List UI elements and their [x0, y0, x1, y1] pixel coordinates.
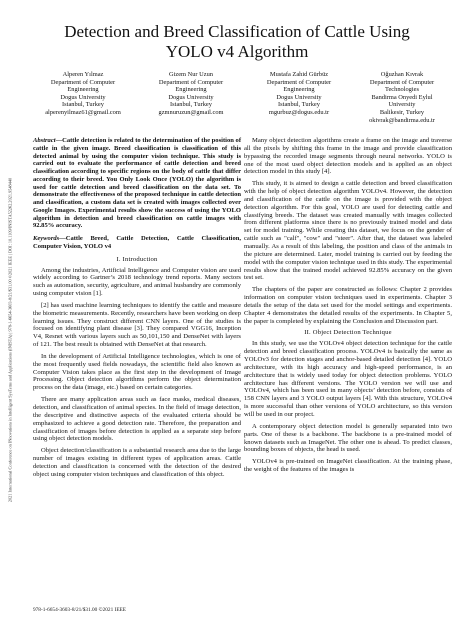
paragraph: Among the industries, Artificial Intelligence and Computer vision are used widely according to Gartner’s 2018 technology trend reports. Many sectors such as automation, security, agriculture, and animal husbandry are commonly using computer vision [1]. [33, 266, 241, 298]
author-dept2: Engineering [283, 86, 315, 94]
paragraph: [2] has used machine learning techniques to identify the cattle and measure the biometric measurements. Recently, researchers have been working on deep learning issues. They construct different CNN layers. One of the studies is focused on identifying plant disease [3]. They compared VGG16, Inception V4, Resnet with various layers such as 50,101,150 and DenseNet with layers of 121. The best result is obtained with DenseNet at that research. [33, 301, 241, 349]
author-email[interactable]: okivrak@bandirma.edu.tr [369, 116, 435, 124]
paragraph: The chapters of the paper are constructed as follows: Chapter 2 provides information on computer vision techniques used in experiments. Chapter 3 details the setup of the data set used for the model settings and experiments. Chapter 4 demonstrates the detailed results of the experiments. In Chapter 5, the paper is completed by explaining the Conclusion and Discussion part. [244, 286, 452, 325]
author-dept2: Engineering [175, 86, 207, 94]
side-citation-text: 2021 International Conference on INnovations in Intelligent SysTems and Applications (INISTA) | 978-1-6654-3603-8/21/$31.00 ©2021 IEEE | DOI: 10.1109/INISTA52262.2021.9548440 [7, 177, 12, 503]
author-inst: Dogus University [276, 93, 322, 101]
page-footer: 978-1-6654-3603-8/21/$31.00 ©2021 IEEE [33, 607, 127, 613]
paragraph: Object detection/classification is a substantial research area due to the large number of images existing in different types of application areas. Cattle detection and classification is concerned with the detection of the desired object using computer vision techniques and classification of this object. [33, 447, 241, 478]
paper-title-line2: YOLO v4 Algorithm [165, 42, 309, 61]
author-inst: Dogus University [168, 93, 214, 101]
keywords [33, 235, 241, 251]
author-name: Oğuzhan Kıvrak [380, 71, 424, 78]
author-city: Istanbul, Turkey [170, 101, 212, 109]
author-block-1 [33, 71, 133, 117]
abstract-label: Abstract [33, 137, 56, 144]
author-inst2: University [388, 101, 416, 109]
author-inst: Dogus University [60, 93, 106, 101]
section-heading-introduction: I. Introduction [116, 255, 158, 263]
section-heading-object-detection: II. Object Detection Technique [304, 329, 392, 337]
author-dept: Department of Computer [369, 78, 435, 86]
author-email[interactable]: gzmnuruzun@gmail.com [158, 108, 224, 116]
author-city: Istanbul, Turkey [62, 101, 104, 109]
paragraph: Many object detection algorithms create a frame on the image and traverse all the pixels by shifting this frame in the image and provide classification bypassing the recorded image segments through neural networks. YOLO is one of the most used object detection models and is applied as an object detection model in this study [4]. [244, 137, 452, 176]
abstract [33, 137, 241, 230]
author-dept: Department of Computer [158, 78, 224, 86]
author-name: Gizem Nur Uzun [168, 71, 213, 78]
paragraph: A contemporary object detection model is generally separated into two parts. One of these is a backbone. The backbone is a pre-trained model of known datasets such as ImageNet. The other one is ahead. To predict classes, bounding boxes of objects, the head is used. [244, 422, 452, 454]
author-city: Balikesir, Turkey [379, 108, 425, 116]
author-block-4 [352, 71, 452, 124]
author-block-2 [141, 71, 241, 117]
paragraph: This study, it is aimed to design a cattle detection and breed classification with the help of object detection algorithm YOLOv4. However, the detection and classification of the cattle on the image is provided with the object detection algorithm. For this goal, YOLO are used for detecting cattle and classifying breeds. The dataset was created manually with images collected from different platforms since there is no previously trained model and data set for model training. While creating this dataset, we focus on the gender of cattle such as "calf", "cow" and "steer". After that, the dataset was labeled manually. As a result of this labeling, the position and class of the animals in the picture are determined. Later, model training is carried out by feeding the model with the computer vision technique used in this study. The experimental results show that the trained model achieved 92.85% accuracy on the given test set. [244, 180, 452, 282]
keywords-text: —Cattle Breed, Cattle Detection, Cattle Classification, Computer Vision, YOLO v4 [33, 235, 241, 250]
author-dept: Department of Computer [266, 78, 332, 86]
paragraph: In this study, we use the YOLOv4 object detection technique for the cattle detection and breed classification process. YOLOv4 is basically the same as YOLOv3 for detection stages and anchor-based detailed detection [4]. YOLO architecture, with its high accuracy and high-speed performance, is an architecture that is widely used today for object detection problems. YOLO architecture has different versions. The YOLO version we will use and YOLOv4, which has been used in many objects’ detection before, consists of 158 CNN layers and 3 YOLO output layers [4]. With this structure, YOLOv4 is more successful than other versions of YOLO architecture, so this version will be used in our project. [244, 340, 452, 418]
keywords-label: Keywords [33, 235, 60, 242]
author-dept: Department of Computer [50, 78, 116, 86]
author-email[interactable]: mgurbuz@dogus.edu.tr [268, 108, 330, 116]
author-dept2: Technologies [385, 86, 419, 94]
author-dept2: Engineering [67, 86, 99, 94]
right-column [244, 137, 452, 478]
author-name: Mustafa Zahid Gürbüz [269, 71, 329, 78]
author-email[interactable]: alperenyilmaz61@gmail.com [45, 108, 121, 116]
paragraph: In the development of Artificial Intelligence technologies, which is one of the most frequently used fields nowadays, the scientific field also known as Computer Vision takes place as the first step in the development of Image Processing. Object detection algorithms perform the object determination process on the data (image, etc.) based on certain categories. [33, 352, 241, 392]
paper-title-line1: Detection and Breed Classification of Cattle Using [64, 22, 410, 41]
paragraph: There are many application areas such as face masks, medical diseases, detection, and classification of animal species. In the field of image detection, the descriptive and distinctive aspects of the evaluated criteria should be emphasized to achieve a good detection rate. Therefore, the preparation and classification of images before detection is applied as a separate step before using object detection models. [33, 396, 241, 443]
side-citation-strip [5, 100, 14, 580]
abstract-text: —Cattle detection is related to the determination of the position of cattle in the given image. Breed classification is classification of this detected animal by using the computer vision technique. This study is carried out to evaluate the performance of cattle detection and breed classification according to specific regions on the body of cattle that differ according to their breed. You Only Look Once (YOLO) the algorithm is used for cattle detection and breed classification on the data set. To demonstrate the effectiveness of the proposed technique in cattle detection and classification, a custom data set is created with images collected over Google Images. Experimental results show the success of using the YOLO algorithm in detection and breed classification on cattle images with 92.85% accuracy. [33, 137, 241, 230]
author-city: Istanbul, Turkey [278, 101, 320, 109]
paragraph: YOLOv4 is pre-trained on ImageNet classification. At the training phase, the weight of the features of the images is [244, 458, 452, 474]
left-column [33, 137, 241, 483]
author-inst: Bandirma Onyedi Eylul [371, 93, 433, 101]
author-name: Alperen Yılmaz [62, 71, 104, 78]
author-block-3 [249, 71, 349, 117]
